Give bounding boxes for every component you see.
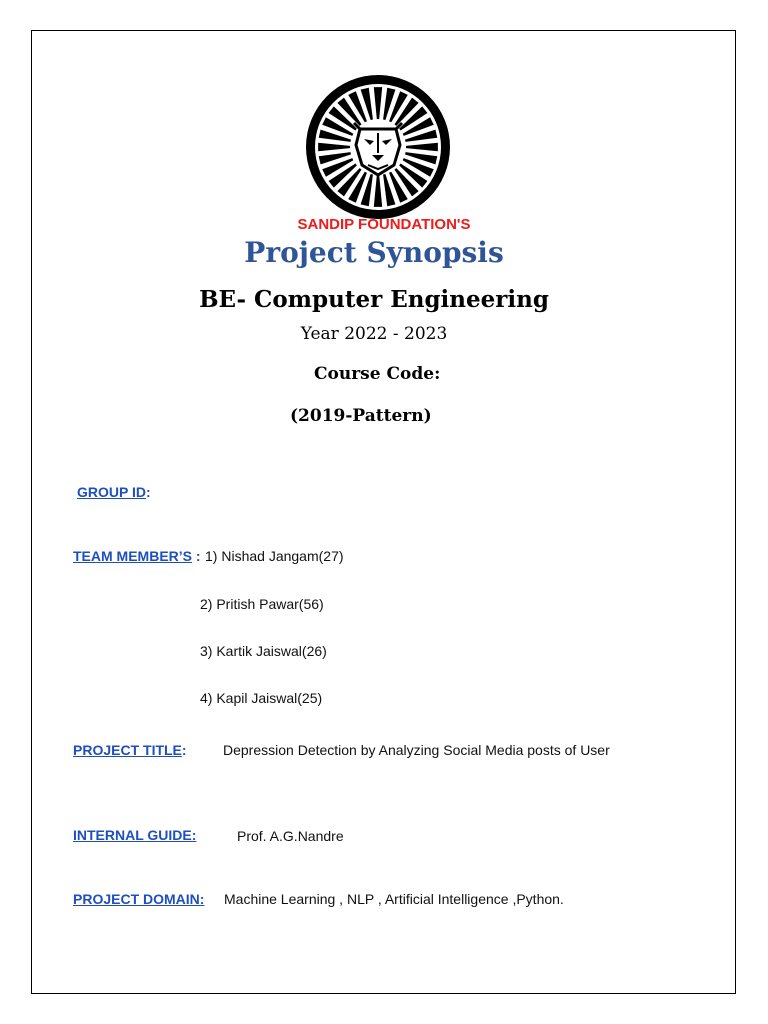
academic-year: Year 2022 - 2023 — [300, 324, 448, 344]
project-title-value: Depression Detection by Analyzing Social Media posts of User — [223, 742, 610, 758]
project-title-label: PROJECT TITLE — [73, 742, 182, 758]
page-title: Project Synopsis — [244, 236, 504, 269]
project-title-colon: : — [181, 742, 187, 758]
internal-guide-value: Prof. A.G.Nandre — [237, 828, 344, 844]
department-heading: BE- Computer Engineering — [199, 286, 549, 313]
internal-guide-label: INTERNAL GUIDE: — [73, 827, 197, 843]
pattern-label: (2019-Pattern) — [290, 406, 432, 426]
lion-head-emblem-icon — [304, 73, 452, 221]
team-members-label: TEAM MEMBER’S — [73, 548, 192, 564]
team-member-4: 4) Kapil Jaiswal(25) — [200, 690, 323, 706]
team-members-row — [73, 548, 344, 566]
group-id-row — [77, 484, 151, 502]
group-id-colon: : — [145, 484, 151, 500]
foundation-name: SANDIP FOUNDATION'S — [297, 216, 471, 233]
team-members-colon: : — [192, 548, 201, 564]
team-member-1: 1) Nishad Jangam(27) — [205, 548, 344, 564]
group-id-label: GROUP ID — [77, 484, 146, 500]
course-code: Course Code: — [314, 364, 441, 384]
project-domain-label: PROJECT DOMAIN: — [73, 891, 205, 907]
project-domain-value: Machine Learning , NLP , Artificial Intelligence ,Python. — [224, 891, 564, 907]
team-member-2: 2) Pritish Pawar(56) — [200, 596, 324, 612]
project-title-label-row — [73, 742, 187, 760]
team-member-3: 3) Kartik Jaiswal(26) — [200, 643, 327, 659]
